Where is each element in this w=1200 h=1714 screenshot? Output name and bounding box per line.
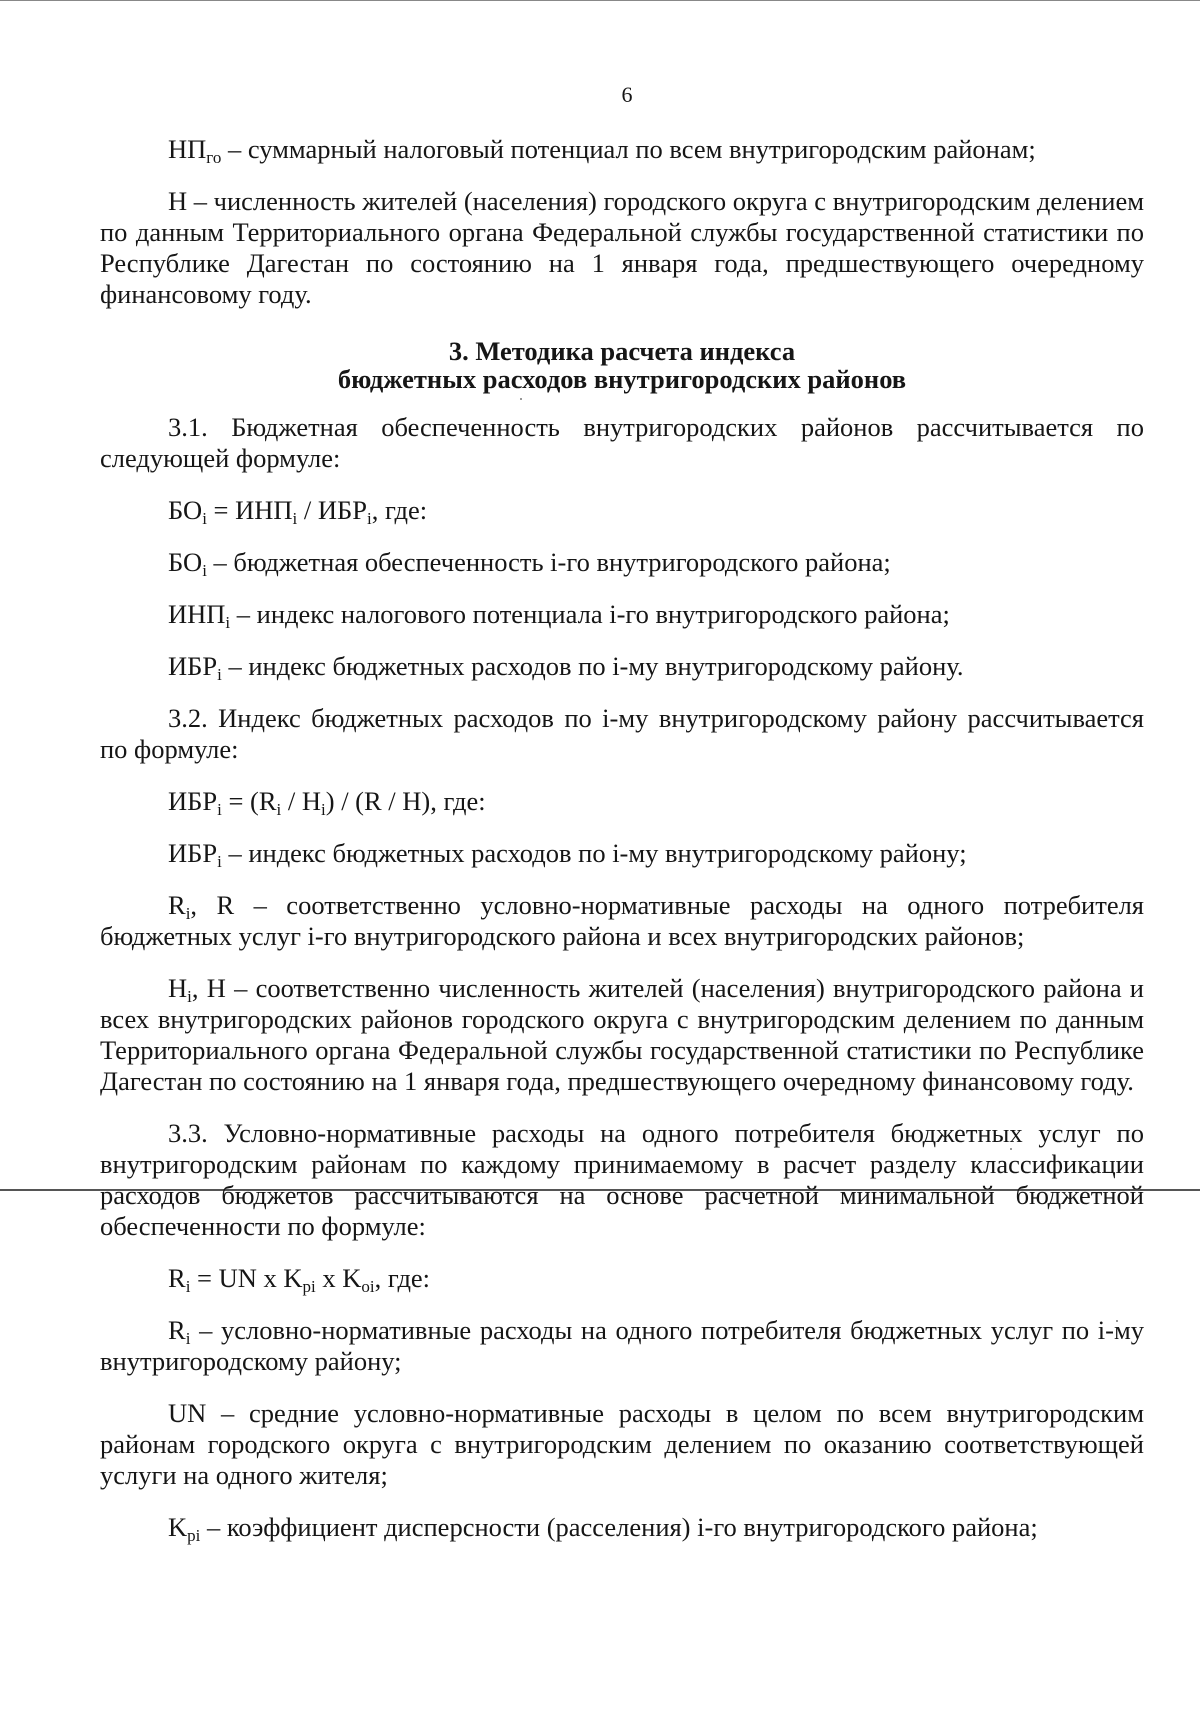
formula-ri [100, 1263, 1144, 1294]
subscript: i [276, 800, 282, 819]
definition-kpi [100, 1512, 1144, 1543]
definition-ibr [100, 651, 1144, 682]
subscript: i [185, 904, 191, 923]
paragraph-3-1: 3.1. Бюджетная обеспеченность внутригородских районов рассчитывается по следующей формуле: [100, 412, 1144, 473]
formula-part: , где: [371, 495, 428, 525]
definition-ibr-2 [100, 838, 1144, 869]
subscript: i [217, 852, 222, 871]
subscript: i [321, 800, 326, 819]
definition-text: , R – соответственно условно-нормативные расходы на одного потребителя бюджетных услуг i-го внутригородского района и всех внутригородских районов; [100, 890, 1144, 951]
formula-part: , где: [374, 1263, 431, 1293]
subscript: i [202, 561, 207, 580]
definition-text: , Н – соответственно численность жителей (населения) внутригородского района и всех внутригородских районов городского округа с внутригородским делением по данным Территориального органа Федеральной службы государственной статистики по Республике Дагестан по состоянию на 1 января года, предшествующего очередному финансовому году. [100, 973, 1144, 1096]
formula-part: = (R [221, 786, 277, 816]
page-number: 6 [621, 82, 633, 107]
scan-edge-line [0, 0, 1200, 1]
formula-bo [100, 495, 1144, 526]
subscript: i [202, 509, 207, 528]
formula-part: ) / (R / Н), где: [325, 786, 486, 816]
definition-r [100, 890, 1144, 952]
subscript: i [217, 665, 222, 684]
subscript: го [206, 148, 222, 167]
subscript: i [366, 509, 372, 528]
definition-text: – индекс бюджетных расходов по i-му внутригородскому району. [221, 651, 964, 681]
term: ИНП [168, 599, 226, 629]
formula-part: x K [315, 1263, 362, 1293]
term: R [168, 890, 186, 920]
formula-part: R [168, 1263, 186, 1293]
section-heading-line2: бюджетных расходов внутригородских районов [337, 364, 907, 394]
subscript: pi [302, 1277, 316, 1296]
section-heading [100, 337, 1144, 393]
term: R [168, 1315, 186, 1345]
subscript: i [185, 1277, 191, 1296]
definition-text: – коэффициент дисперсности (расселения) i-го внутригородского района; [200, 1512, 1038, 1542]
definition-text: – суммарный налоговый потенциал по всем внутригородским районам; [221, 134, 1036, 164]
paragraph-population: Н – численность жителей (населения) городского округа с внутригородским делением по данным Территориального органа Федеральной службы государственной статистики по Республике Дагестан по состоянию на 1 января года, предшествующего очередному финансовому году. [100, 186, 1144, 309]
section-heading-line1: 3. Методика расчета индекса [448, 336, 796, 366]
formula-part: = ИНП [206, 495, 293, 525]
term: K [168, 1512, 188, 1542]
definition-h [100, 973, 1144, 1097]
definition-text: – индекс налогового потенциала i-го внутригородского района; [230, 599, 950, 629]
formula-part: ИБР [168, 786, 218, 816]
formula-part: / Н [281, 786, 322, 816]
formula-part: / ИБР [297, 495, 367, 525]
term: Н [168, 973, 188, 1003]
subscript: oi [361, 1277, 375, 1296]
subscript: i [217, 800, 222, 819]
subscript: i [225, 613, 231, 632]
paragraph-3-2: 3.2. Индекс бюджетных расходов по i-му внутригородскому району рассчитывается по формуле: [100, 703, 1144, 764]
subscript: i [187, 987, 192, 1006]
term: ИБР [168, 838, 218, 868]
definition-ri [100, 1315, 1144, 1377]
subscript: pi [187, 1526, 201, 1545]
document-body [100, 134, 1144, 1543]
term: ИБР [168, 651, 218, 681]
definition-text: – индекс бюджетных расходов по i-му внутригородскому району; [221, 838, 967, 868]
definition-text: – бюджетная обеспеченность i-го внутригородского района; [206, 547, 891, 577]
paragraph-3-3: 3.3. Условно-нормативные расходы на одного потребителя бюджетных услуг по внутригородским районам по каждому принимаемому в расчет разделу классификации расходов бюджетов рассчитываются на основе расчетной минимальной бюджетной обеспеченности по формуле: [100, 1118, 1144, 1241]
paragraph-np-go [100, 134, 1144, 165]
term: БО [168, 547, 203, 577]
definition-inp [100, 599, 1144, 630]
formula-part: БО [168, 495, 203, 525]
definition-bo [100, 547, 1144, 578]
term: НП [168, 134, 207, 164]
definition-un: UN – средние условно-нормативные расходы в целом по всем внутригородским районам городского округа с внутригородским делением по оказанию соответствующей услуги на одного жителя; [100, 1398, 1144, 1490]
definition-text: – условно-нормативные расходы на одного потребителя бюджетных услуг по i-му внутригородскому району; [100, 1315, 1144, 1376]
formula-part: = UN x K [190, 1263, 303, 1293]
subscript: i [292, 509, 298, 528]
subscript: i [185, 1329, 191, 1348]
formula-ibr [100, 786, 1144, 817]
